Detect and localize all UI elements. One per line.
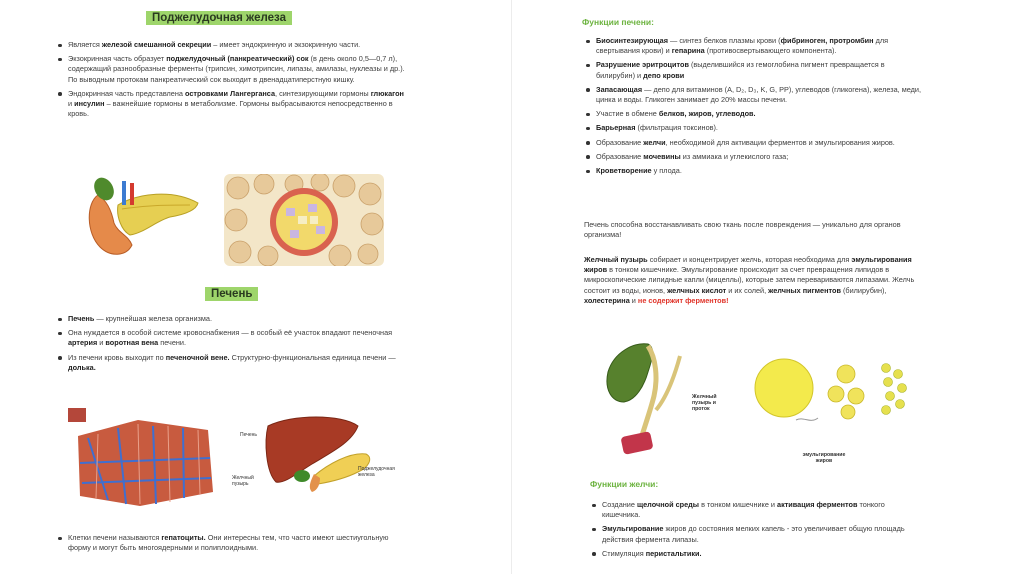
list-item: Эмульгирование жиров до состояния мелких капель - это увеличивает общую площадь действия фермента липазы. [590, 524, 920, 544]
liver-title: Печень [205, 287, 258, 301]
liver-functions-title: Функции печени: [582, 17, 654, 27]
bile-functions-title: Функции желчи: [590, 479, 659, 489]
list-item: Разрушение эритроцитов (выделившийся из гемоглобина пигмент превращается в билирубин) и депо крови [584, 60, 924, 80]
list-item: Образование мочевины из аммиака и углекислого газа; [584, 152, 924, 162]
list-item: Эндокринная часть представлена островками Лангерганса, синтезирующими гормоны глюкагон и инсулин – важнейшие гормоны в метаболизме. Гормоны выбрасываются непосредственно в кровь. [56, 89, 406, 120]
list-item: Запасающая — депо для витаминов (A, D₂, D₃, K, G, PP), углеводов (гликогена), железа, меди, цинка и воды. Гликоген занимает до 20% массы печени. [584, 85, 924, 105]
gallbladder-paragraph: Желчный пузырь собирает и концентрирует желчь, которая необходима для эмульгирования жиров в тонком кишечнике. Эмульгирование происходит за счет превращения липидов в микроскопические липидные капли (мицеллы), которые затем перевариваются липазами. Желчь состоит из воды, ионов, желчных кислот и их солей, желчных пигментов (билирубин), холестерина и не содержит ферментов! [584, 255, 915, 305]
list-item: Участие в обмене белков, жиров, углеводов. [584, 109, 924, 119]
pancreas-illustration [78, 175, 208, 265]
pancreas-list [56, 40, 406, 123]
list-item: Образование желчи, необходимой для активации ферментов и эмульгирования жиров. [584, 138, 924, 148]
right-page [512, 0, 1024, 574]
list-item: Клетки печени называются гепатоциты. Они интересны тем, что часто имеют шестиугольную форму и могут быть многоядерными и полиплоидными. [56, 533, 396, 553]
list-item: Стимуляция перистальтики. [590, 549, 920, 559]
liver-lobule-illustration [68, 408, 218, 508]
list-item: Кроветворение у плода. [584, 166, 924, 176]
list-item: Она нуждается в особой системе кровоснабжения — в особый её участок впадают печеночная артерия и воротная вена печени. [56, 328, 396, 348]
hepatocytes-list [56, 533, 396, 557]
gallbladder-label: Желчный пузырь [232, 475, 254, 487]
emulsification-caption: эмульгирование жиров [802, 452, 846, 464]
list-item: Печень — крупнейшая железа организма. [56, 314, 396, 324]
gallbladder-illustration [604, 338, 704, 460]
list-item: Является железой смешанной секреции – имеет эндокринную и экзокринную части. [56, 40, 406, 50]
list-item: Из печени кровь выходит по печеночной вене. Структурно-функциональная единица печени — долька. [56, 353, 396, 373]
list-item: Барьерная (фильтрация токсинов). [584, 123, 924, 133]
liver-label: Печень [240, 432, 257, 438]
list-item: Биосинтезирующая — синтез белков плазмы крови (фибриноген, протромбин для свертывания крови) и гепарина (противосвертывающего компонента). [584, 36, 924, 56]
pancreas-label: Поджелудочная железа [358, 466, 395, 478]
langerhans-islet-illustration [224, 174, 384, 266]
liver-functions-list [584, 36, 924, 180]
liver-pancreas-illustration [262, 412, 382, 494]
regeneration-paragraph: Печень способна восстанавливать свою ткань после повреждения — уникально для органов организма! [584, 220, 901, 240]
emulsification-illustration [752, 354, 922, 424]
list-item: Экзокринная часть образует поджелудочный (панкреатический) сок (в день около 0,5—0,7 л), содержащий разнообразные ферменты (трипсин, химотрипсин, липазы, амилазы, нуклеазы и др.). По выводным протокам панкреатический сок выходит в двенадцатиперстную кишку. [56, 54, 406, 85]
pancreas-title: Поджелудочная железа [146, 11, 292, 25]
bile-functions-list [590, 500, 920, 563]
gallbladder-caption: Желчный пузырь и проток [692, 394, 717, 412]
liver-list [56, 314, 396, 377]
list-item: Создание щелочной среды в тонком кишечнике и активация ферментов тонкого кишечника. [590, 500, 920, 520]
